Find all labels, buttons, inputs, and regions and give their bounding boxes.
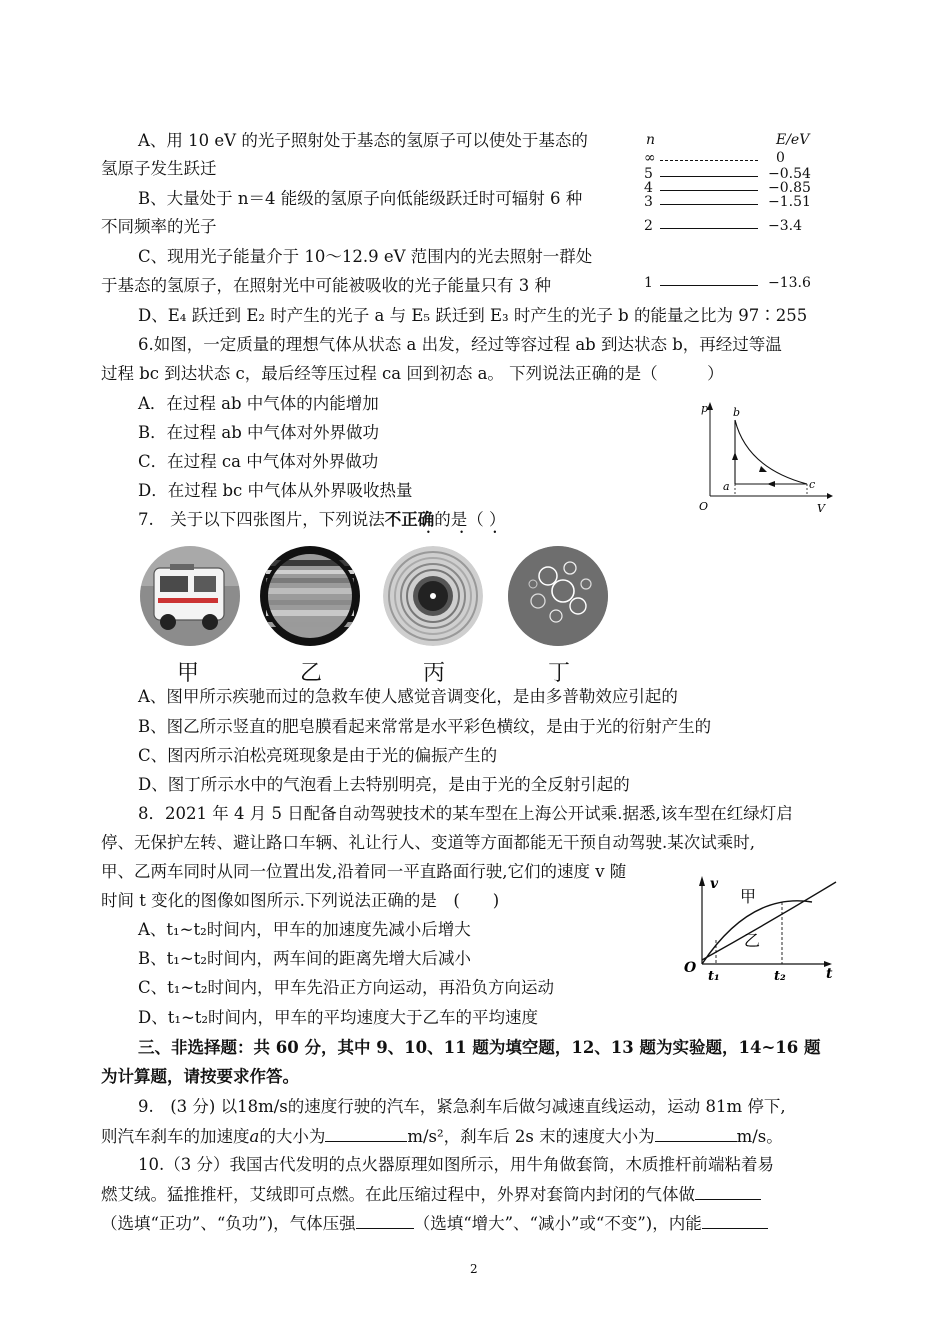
level-e-4: −0.85 xyxy=(768,180,811,196)
q5-option-a-line1: A、用 10 eV 的光子照射处于基态的氢原子可以使处于基态的 xyxy=(138,131,588,150)
level-e-2: −3.4 xyxy=(768,218,802,234)
q8-stem-line1: 8．2021 年 4 月 5 日配备自动驾驶技术的某车型在上海公开试乘.据悉,该车型在红绿灯启 xyxy=(138,804,793,823)
q6-option-b: B．在过程 ab 中气体对外界做功 xyxy=(138,423,380,442)
level-line-5 xyxy=(660,176,758,177)
q9-line1: 9. (3 分) 以18m/s的速度行驶的汽车，紧急刹车后做匀减速直线运动，运动 81m 停下, xyxy=(138,1097,786,1116)
level-n-5: 5 xyxy=(644,166,653,182)
q9-blank-acceleration[interactable] xyxy=(325,1125,407,1142)
q6-stem-line1: 6.如图，一定质量的理想气体从状态 a 出发，经过等容过程 ab 到达状态 b，再经过等温 xyxy=(138,335,782,354)
level-line-2 xyxy=(660,228,758,229)
pv-p-label: p xyxy=(701,402,709,415)
q9-variable-a: a xyxy=(249,1127,260,1146)
q5-option-c-line2: 于基态的氢原子，在照射光中可能被吸收的光子能量只有 3 种 xyxy=(101,276,551,295)
q10-line2 xyxy=(101,1183,761,1206)
caption-bing: 丙 xyxy=(423,661,446,686)
q8-option-a: A、t₁~t₂时间内，甲车的加速度先减小后增大 xyxy=(138,920,471,939)
picture-bing-poisson-spot xyxy=(383,546,483,646)
q9-text-a: 则汽车刹车的加速度 xyxy=(101,1127,250,1146)
picture-jia-ambulance xyxy=(140,546,240,646)
energy-unit-label: E/eV xyxy=(776,132,810,148)
vt-graph xyxy=(680,872,840,982)
q7-option-c: C、图丙所示泊松亮斑现象是由于光的偏振产生的 xyxy=(138,746,498,765)
level-e-3: −1.51 xyxy=(768,194,811,210)
vt-yi-label: 乙 xyxy=(744,931,761,950)
q10-blank-internal-energy[interactable] xyxy=(702,1212,768,1229)
q7-option-a: A、图甲所示疾驰而过的急救车使人感觉音调变化，是由多普勒效应引起的 xyxy=(138,687,678,706)
vt-jia-label: 甲 xyxy=(740,887,757,906)
q10-blank-work[interactable] xyxy=(695,1183,761,1200)
vt-origin-label: O xyxy=(684,960,697,976)
q6-option-c: C．在过程 ca 中气体对外界做功 xyxy=(138,452,379,471)
emphasis-dots: • • • xyxy=(426,528,511,537)
q5-option-b-line2: 不同频率的光子 xyxy=(101,217,217,236)
page-number: 2 xyxy=(470,1262,478,1276)
pv-v-label: V xyxy=(817,502,825,515)
pv-origin-label: O xyxy=(699,500,709,513)
q7-stem-post: 的是（ ） xyxy=(434,510,506,529)
q8-stem-line3: 甲、乙两车同时从同一位置出发,沿着同一平直路面行驶,它们的速度 v 随 xyxy=(101,862,627,881)
level-n-3: 3 xyxy=(644,194,653,210)
q10-text-b: （选填“增大”、“减小”或“不变”)，内能 xyxy=(413,1214,702,1233)
picture-ding-bubbles xyxy=(508,546,608,646)
q9-blank-speed[interactable] xyxy=(655,1125,737,1142)
level-e-inf: 0 xyxy=(776,150,785,166)
q7-option-b: B、图乙所示竖直的肥皂膜看起来常常是水平彩色横纹，是由于光的衍射产生的 xyxy=(138,717,712,736)
vt-t1-label: t₁ xyxy=(708,969,720,982)
level-n-inf: ∞ xyxy=(644,150,656,166)
q6-option-d: D．在过程 bc 中气体从外界吸收热量 xyxy=(138,481,413,500)
q8-stem-line2: 停、无保护左转、避让路口车辆、礼让行人、变道等方面都能无干预自动驾驶.某次试乘时, xyxy=(101,833,755,852)
q9-text-b: 的大小为 xyxy=(259,1127,326,1146)
q9-line2 xyxy=(101,1125,783,1148)
caption-yi: 乙 xyxy=(300,661,323,686)
level-e-5: −0.54 xyxy=(768,166,811,182)
level-line-4 xyxy=(660,190,758,191)
picture-yi-soap-film xyxy=(260,546,360,646)
q8-option-d: D、t₁~t₂时间内，甲车的平均速度大于乙车的平均速度 xyxy=(138,1008,539,1027)
caption-jia: 甲 xyxy=(177,661,200,686)
level-line-3 xyxy=(660,204,758,205)
section-3-heading-line1: 三、非选择题：共 60 分，其中 9、10、11 题为填空题，12、13 题为实验题，14~16 题 xyxy=(138,1038,821,1057)
q5-option-c-line1: C、现用光子能量介于 10～12.9 eV 范围内的光去照射一群处 xyxy=(138,247,593,266)
q10-text-line2: 燃艾绒。猛推推杆，艾绒即可点燃。在此压缩过程中，外界对套筒内封闭的气体做 xyxy=(101,1185,695,1204)
pv-point-b: b xyxy=(733,406,741,419)
q8-option-c: C、t₁~t₂时间内，甲车先沿正方向运动，再沿负方向运动 xyxy=(138,978,554,997)
energy-n-label: n xyxy=(646,132,656,148)
q9-text-d: m/s。 xyxy=(736,1127,783,1146)
pv-point-c: c xyxy=(809,478,816,491)
q10-blank-pressure[interactable] xyxy=(356,1212,414,1229)
q10-line3 xyxy=(101,1212,768,1235)
level-line-inf xyxy=(660,160,758,161)
pv-graph xyxy=(695,398,835,516)
q8-option-b: B、t₁~t₂时间内，两车间的距离先增大后减小 xyxy=(138,949,471,968)
level-n-2: 2 xyxy=(644,218,653,234)
q6-option-a: A．在过程 ab 中气体的内能增加 xyxy=(138,394,379,413)
q7-stem-emphasis: 不正确 xyxy=(384,510,435,529)
q5-option-a-line2: 氢原子发生跃迁 xyxy=(101,159,217,178)
vt-t2-label: t₂ xyxy=(774,969,786,982)
level-n-1: 1 xyxy=(644,275,653,291)
level-line-1 xyxy=(660,285,758,286)
vt-t-label: t xyxy=(826,966,833,982)
section-3-heading-line2: 为计算题，请按要求作答。 xyxy=(101,1067,299,1086)
q7-stem-pre: 7. 关于以下四张图片，下列说法 xyxy=(138,510,385,529)
caption-ding: 丁 xyxy=(548,661,571,686)
pv-point-a: a xyxy=(723,480,730,493)
level-n-4: 4 xyxy=(644,180,653,196)
q7-option-d: D、图丁所示水中的气泡看上去特别明亮，是由于光的全反射引起的 xyxy=(138,775,630,794)
q10-line1: 10.（3 分）我国古代发明的点火器原理如图所示，用牛角做套筒，木质推杆前端粘着易 xyxy=(138,1155,774,1174)
energy-level-diagram xyxy=(640,132,820,297)
q5-option-d: D、E₄ 跃迁到 E₂ 时产生的光子 a 与 E₅ 跃迁到 E₃ 时产生的光子 b 的能量之比为 97∶255 xyxy=(138,306,808,325)
q10-text-a: （选填“正功”、“负功”)，气体压强 xyxy=(101,1214,356,1233)
q8-stem-line4: 时间 t 变化的图像如图所示.下列说法正确的是 ( ) xyxy=(101,891,500,910)
level-e-1: −13.6 xyxy=(768,275,811,291)
q5-option-b-line1: B、大量处于 n＝4 能级的氢原子向低能级跃迁时可辐射 6 种 xyxy=(138,189,583,208)
q9-text-c: m/s²，刹车后 2s 末的速度大小为 xyxy=(407,1127,655,1146)
q6-stem-line2: 过程 bc 到达状态 c，最后经等压过程 ca 回到初态 a。 下列说法正确的是（ ） xyxy=(101,364,724,383)
vt-v-label: v xyxy=(710,876,719,892)
